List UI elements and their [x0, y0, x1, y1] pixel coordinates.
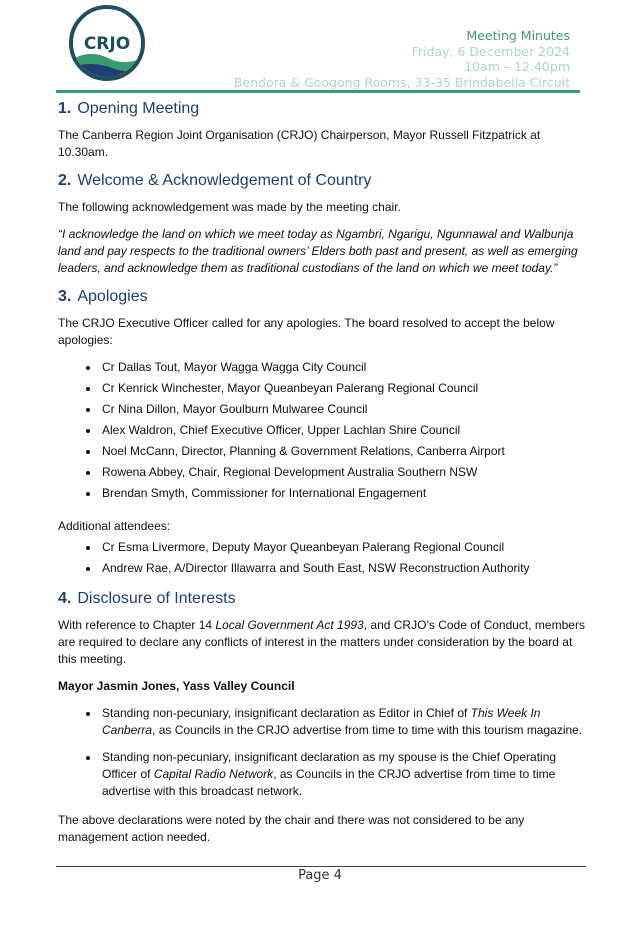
- apologies-intro: The CRJO Executive Officer called for any apologies. The board resolved to accept the below apologies:: [58, 316, 555, 347]
- network-name: Capital Radio Network: [153, 767, 274, 781]
- section-number: 2.: [58, 172, 72, 189]
- additional-attendees-label: Additional attendees:: [58, 519, 171, 533]
- list-item: • Brendan Smyth, Commissioner for International Engagement: [100, 485, 588, 502]
- section-number: 1.: [58, 100, 72, 117]
- welcome-intro: The following acknowledgement was made by the meeting chair.: [58, 200, 401, 214]
- header-divider: [56, 90, 580, 93]
- section-title: Apologies: [77, 288, 148, 305]
- meeting-date: Friday, 6 December 2024: [411, 43, 570, 59]
- section-title: Disclosure of Interests: [77, 590, 236, 607]
- section-number: 3.: [58, 288, 72, 305]
- section-heading-opening: [58, 99, 588, 119]
- text-run: , and CRJO’s Code of Conduct, members are required to declare any conflicts of interest in the matters under consideration by the board at this meeting.: [58, 618, 585, 666]
- section-heading-welcome: [58, 171, 588, 191]
- section-title: Opening Meeting: [77, 100, 200, 117]
- section-heading-apologies: [58, 287, 588, 307]
- text-run: With reference to Chapter 14: [58, 618, 216, 632]
- apologies-list: [58, 359, 588, 502]
- meeting-title: Meeting Minutes: [466, 28, 570, 43]
- list-item: • Cr Dallas Tout, Mayor Wagga Wagga City Council: [100, 359, 588, 376]
- list-item: [100, 705, 588, 739]
- opening-text: The Canberra Region Joint Organisation (CRJO) Chairperson, Mayor Russell Fitzpatrick at 10.30am.: [58, 128, 541, 159]
- section-heading-disclosure: [58, 589, 588, 609]
- text-run: Standing non-pecuniary, insignificant declaration as my spouse is the Chief Operating Officer of: [102, 750, 557, 781]
- text-run: Standing non-pecuniary, insignificant declaration as Editor in Chief of: [102, 706, 471, 720]
- text-run: , as Councils in the CRJO advertise from time to time advertise with this broadcast network.: [102, 767, 556, 798]
- document-body: [58, 96, 588, 856]
- section-title: Welcome & Acknowledgement of Country: [77, 172, 372, 189]
- act-title: Local Government Act 1993: [215, 618, 364, 632]
- list-item: • Cr Esma Livermore, Deputy Mayor Queanbeyan Palerang Regional Council: [100, 539, 588, 556]
- list-item: • Noel McCann, Director, Planning & Government Relations, Canberra Airport: [100, 443, 588, 460]
- crjo-logo: [68, 4, 146, 82]
- list-item: • Alex Waldron, Chief Executive Officer, Upper Lachlan Shire Council: [100, 422, 588, 439]
- list-item: • Rowena Abbey, Chair, Regional Development Australia Southern NSW: [100, 464, 588, 481]
- publication-title: This Week In Canberra: [102, 706, 541, 737]
- attendees-list: [58, 539, 588, 577]
- declarant-name: Mayor Jasmin Jones, Yass Valley Council: [58, 679, 295, 693]
- meeting-location: Bendora & Googong Rooms, 33-35 Brindabella Circuit: [233, 74, 570, 90]
- meeting-time: 10am – 12.40pm: [464, 59, 570, 74]
- disclosure-closing: The above declarations were noted by the chair and there was not considered to be any management action needed.: [58, 813, 525, 844]
- list-item: • Cr Kenrick Winchester, Mayor Queanbeyan Palerang Regional Council: [100, 380, 588, 397]
- declarations-list: [58, 705, 588, 800]
- list-item: • Cr Nina Dillon, Mayor Goulburn Mulwaree Council: [100, 401, 588, 418]
- disclosure-intro: [58, 617, 588, 668]
- list-item: [100, 749, 588, 800]
- header-meta: [234, 28, 570, 90]
- page-number: Page 4: [298, 868, 342, 883]
- footer-divider: [56, 866, 586, 867]
- acknowledgement-quote: “I acknowledge the land on which we meet today as Ngambri, Ngarigu, Ngunnawal and Walbunja land and pay respects to the traditional owners’ Elders both past and present, as well as emerging leaders, and acknowledge them as traditional custodians of the land on which we meet today.”: [58, 227, 578, 275]
- logo-text: CRJO: [83, 34, 131, 54]
- list-item: • Andrew Rae, A/Director Illawarra and South East, NSW Reconstruction Authority: [100, 560, 588, 577]
- text-run: , as Councils in the CRJO advertise from time to time with this tourism magazine.: [152, 723, 583, 737]
- section-number: 4.: [58, 590, 72, 607]
